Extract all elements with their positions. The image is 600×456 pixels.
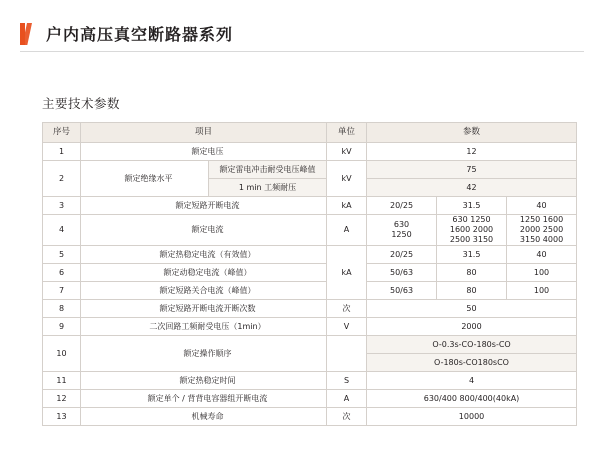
- table-row: [43, 300, 577, 318]
- row-item: 额定动稳定电流（峰值）: [81, 264, 327, 282]
- row-value: 80: [437, 282, 507, 300]
- table-row: [43, 264, 577, 282]
- row-value: O-180s-CO180sCO: [367, 354, 577, 372]
- row-unit: 次: [327, 300, 367, 318]
- table-row: [43, 390, 577, 408]
- table-row: [43, 318, 577, 336]
- row-value: 3150 4000: [519, 235, 564, 244]
- row-value: 2000 2500: [519, 225, 564, 234]
- page-title: 户内高压真空断路器系列: [46, 25, 234, 44]
- table-header-row: [43, 123, 577, 143]
- table-row: [43, 143, 577, 161]
- row-value-group: [437, 215, 507, 246]
- row-value: 1600 2000: [449, 225, 494, 234]
- row-unit: kA: [327, 197, 367, 215]
- col-header-no: 序号: [43, 123, 81, 143]
- row-item: 额定绝缘水平: [81, 161, 209, 197]
- row-no: 9: [43, 318, 81, 336]
- row-unit: kV: [327, 161, 367, 197]
- row-no: 1: [43, 143, 81, 161]
- row-value: 2500 3150: [449, 235, 494, 244]
- row-unit: [327, 336, 367, 372]
- row-item: 额定操作顺序: [81, 336, 327, 372]
- col-header-item: 项目: [81, 123, 327, 143]
- col-header-param: 参数: [367, 123, 577, 143]
- table-row: [43, 161, 577, 179]
- row-value-group: [367, 215, 437, 246]
- row-value: 40: [507, 197, 577, 215]
- row-item: 额定热稳定电流（有效值）: [81, 246, 327, 264]
- table-row: [43, 197, 577, 215]
- row-value: 40: [507, 246, 577, 264]
- row-value-group: [507, 215, 577, 246]
- row-value: 630 1250: [452, 215, 491, 224]
- row-subitem: 额定雷电冲击耐受电压峰值: [209, 161, 327, 179]
- spec-table-container: [42, 122, 576, 426]
- double-bar-mark-icon: [20, 23, 36, 45]
- row-value: 31.5: [437, 197, 507, 215]
- table-row: [43, 246, 577, 264]
- row-item: 额定电压: [81, 143, 327, 161]
- row-unit: kA: [327, 246, 367, 300]
- row-no: 8: [43, 300, 81, 318]
- row-no: 7: [43, 282, 81, 300]
- row-unit: 次: [327, 408, 367, 426]
- row-value: 630: [393, 220, 410, 229]
- row-value: 50/63: [367, 282, 437, 300]
- row-value: 100: [507, 264, 577, 282]
- table-row: [43, 336, 577, 354]
- row-item: 二次回路工频耐受电压（1min）: [81, 318, 327, 336]
- header-divider: [20, 51, 584, 52]
- row-no: 2: [43, 161, 81, 197]
- row-unit: A: [327, 390, 367, 408]
- row-value: 4: [367, 372, 577, 390]
- header-content: [0, 0, 600, 45]
- row-item: 额定短路开断电流: [81, 197, 327, 215]
- row-no: 4: [43, 215, 81, 246]
- row-unit: kV: [327, 143, 367, 161]
- row-no: 3: [43, 197, 81, 215]
- row-unit: S: [327, 372, 367, 390]
- row-value: 80: [437, 264, 507, 282]
- table-row: [43, 282, 577, 300]
- row-value: 2000: [367, 318, 577, 336]
- row-no: 6: [43, 264, 81, 282]
- table-row: [43, 372, 577, 390]
- table-row: [43, 408, 577, 426]
- row-subitem: 1 min 工频耐压: [209, 179, 327, 197]
- row-unit: V: [327, 318, 367, 336]
- row-value: 75: [367, 161, 577, 179]
- row-item: 额定短路开断电流开断次数: [81, 300, 327, 318]
- row-unit: A: [327, 215, 367, 246]
- row-no: 11: [43, 372, 81, 390]
- row-value: 50/63: [367, 264, 437, 282]
- row-no: 10: [43, 336, 81, 372]
- row-value: 50: [367, 300, 577, 318]
- row-value: 31.5: [437, 246, 507, 264]
- row-value: 20/25: [367, 197, 437, 215]
- table-row: [43, 215, 577, 246]
- row-value: 10000: [367, 408, 577, 426]
- row-value: 630/400 800/400(40kA): [367, 390, 577, 408]
- row-item: 额定电流: [81, 215, 327, 246]
- row-no: 13: [43, 408, 81, 426]
- row-item: 额定热稳定时间: [81, 372, 327, 390]
- row-item: 额定单个 / 背背电容器组开断电流: [81, 390, 327, 408]
- section-title: 主要技术参数: [42, 96, 121, 111]
- row-value: 1250: [391, 230, 412, 239]
- row-no: 12: [43, 390, 81, 408]
- row-value: 100: [507, 282, 577, 300]
- row-value: 20/25: [367, 246, 437, 264]
- spec-table: [42, 122, 577, 426]
- row-item: 机械寿命: [81, 408, 327, 426]
- page-header: [0, 0, 600, 58]
- row-item: 额定短路关合电流（峰值）: [81, 282, 327, 300]
- col-header-unit: 单位: [327, 123, 367, 143]
- row-value: 12: [367, 143, 577, 161]
- row-value: 42: [367, 179, 577, 197]
- row-value: 1250 1600: [519, 215, 564, 224]
- row-no: 5: [43, 246, 81, 264]
- row-value: O-0.3s-CO-180s-CO: [367, 336, 577, 354]
